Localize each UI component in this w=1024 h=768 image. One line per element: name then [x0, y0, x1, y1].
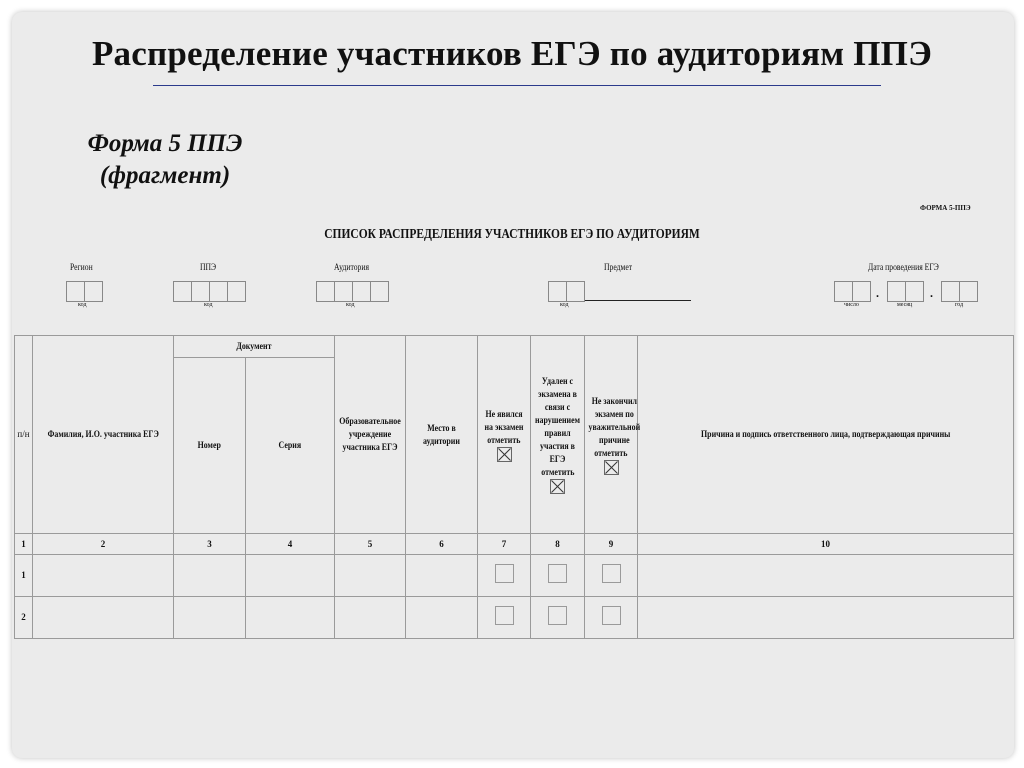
col-number: 1 [15, 534, 33, 555]
name-cell[interactable] [33, 555, 174, 597]
subject-kod-caption: код [560, 302, 569, 308]
unfinished-sample-checkbox [604, 460, 619, 475]
reason-cell[interactable] [638, 555, 1014, 597]
date-day-boxes[interactable] [834, 281, 870, 301]
seat-cell[interactable] [406, 555, 478, 597]
exam-date-label: Дата проведения ЕГЭ [868, 262, 939, 272]
removed-checkbox[interactable] [548, 564, 567, 583]
absent-mark-label: отметить [487, 434, 521, 445]
row-number: 2 [15, 597, 33, 639]
unfinished-checkbox[interactable] [602, 606, 621, 625]
subject-label: Предмет [604, 262, 633, 272]
header-reason: Причина и подпись ответственного лица, подтверждающая причины [638, 336, 1014, 534]
region-kod-caption: код [78, 302, 87, 308]
header-removed: Удален с экзамена в связи с нарушением правил участия в ЕГЭ отметить [531, 336, 585, 534]
removed-checkbox[interactable] [548, 606, 567, 625]
date-month-caption: месяц [897, 302, 913, 308]
form-code: ФОРМА 5-ППЭ [920, 204, 971, 212]
auditorium-kod-caption: код [346, 302, 355, 308]
subtitle-line-2: (фрагмент) [99, 162, 231, 189]
removed-sample-checkbox [550, 479, 565, 494]
header-name: Фамилия, И.О. участника ЕГЭ [33, 336, 174, 534]
table-row [15, 555, 1014, 597]
removed-mark-label: отметить [540, 467, 575, 477]
slide-title: Распределение участников ЕГЭ по аудиториям ППЭ [91, 34, 933, 73]
doc-series-cell[interactable] [246, 555, 335, 597]
doc-series-cell[interactable] [246, 597, 335, 639]
subtitle-line-1: Форма 5 ППЭ [87, 130, 243, 157]
absent-checkbox[interactable] [495, 606, 514, 625]
header-document: Документ [174, 336, 335, 358]
header-num: п/н [15, 336, 33, 534]
col-number: 9 [585, 534, 638, 555]
unfinished-mark-label: отметить [594, 447, 628, 458]
col-number: 10 [638, 534, 1014, 555]
date-separator-2: . [930, 286, 933, 300]
header-doc-number: Номер [174, 358, 246, 534]
doc-number-cell[interactable] [174, 597, 246, 639]
region-code-boxes[interactable] [66, 281, 102, 301]
distribution-table [14, 335, 1014, 639]
auditorium-label: Аудитория [334, 262, 369, 272]
date-month-boxes[interactable] [887, 281, 923, 301]
auditorium-code-boxes[interactable] [316, 281, 388, 301]
reason-cell[interactable] [638, 597, 1014, 639]
col-number: 8 [531, 534, 585, 555]
unfinished-checkbox[interactable] [602, 564, 621, 583]
date-year-caption: год [955, 302, 964, 308]
col-number: 6 [406, 534, 478, 555]
column-numbers-row [15, 534, 1014, 555]
header-doc-series: Серия [246, 358, 335, 534]
date-year-boxes[interactable] [941, 281, 977, 301]
subject-code-boxes[interactable] [548, 281, 584, 301]
header-seat: Место в аудитории [406, 336, 478, 534]
col-number: 7 [478, 534, 531, 555]
seat-cell[interactable] [406, 597, 478, 639]
ppe-kod-caption: код [204, 302, 213, 308]
row-number: 1 [15, 555, 33, 597]
institution-cell[interactable] [335, 555, 406, 597]
absent-checkbox[interactable] [495, 564, 514, 583]
table-row [15, 597, 1014, 639]
title-underline [153, 85, 881, 86]
date-day-caption: число [844, 302, 859, 308]
institution-cell[interactable] [335, 597, 406, 639]
region-label: Регион [70, 262, 93, 272]
col-number: 2 [33, 534, 174, 555]
col-number: 5 [335, 534, 406, 555]
slide-subtitle [60, 128, 270, 192]
date-separator-1: . [876, 286, 879, 300]
header-institution: Образовательное учреждение участника ЕГЭ [335, 336, 406, 534]
absent-sample-checkbox [497, 447, 512, 462]
col-number: 3 [174, 534, 246, 555]
ppe-code-boxes[interactable] [173, 281, 245, 301]
subject-name-line [585, 300, 691, 301]
header-absent: Не явился на экзамен отметить [478, 336, 531, 534]
name-cell[interactable] [33, 597, 174, 639]
ppe-label: ППЭ [200, 262, 217, 272]
doc-number-cell[interactable] [174, 555, 246, 597]
header-unfinished: Не закончил экзамен по уважительной причине отметить [585, 336, 638, 534]
col-number: 4 [246, 534, 335, 555]
list-title: СПИСОК РАСПРЕДЕЛЕНИЯ УЧАСТНИКОВ ЕГЭ ПО АУДИТОРИЯМ [324, 227, 700, 242]
